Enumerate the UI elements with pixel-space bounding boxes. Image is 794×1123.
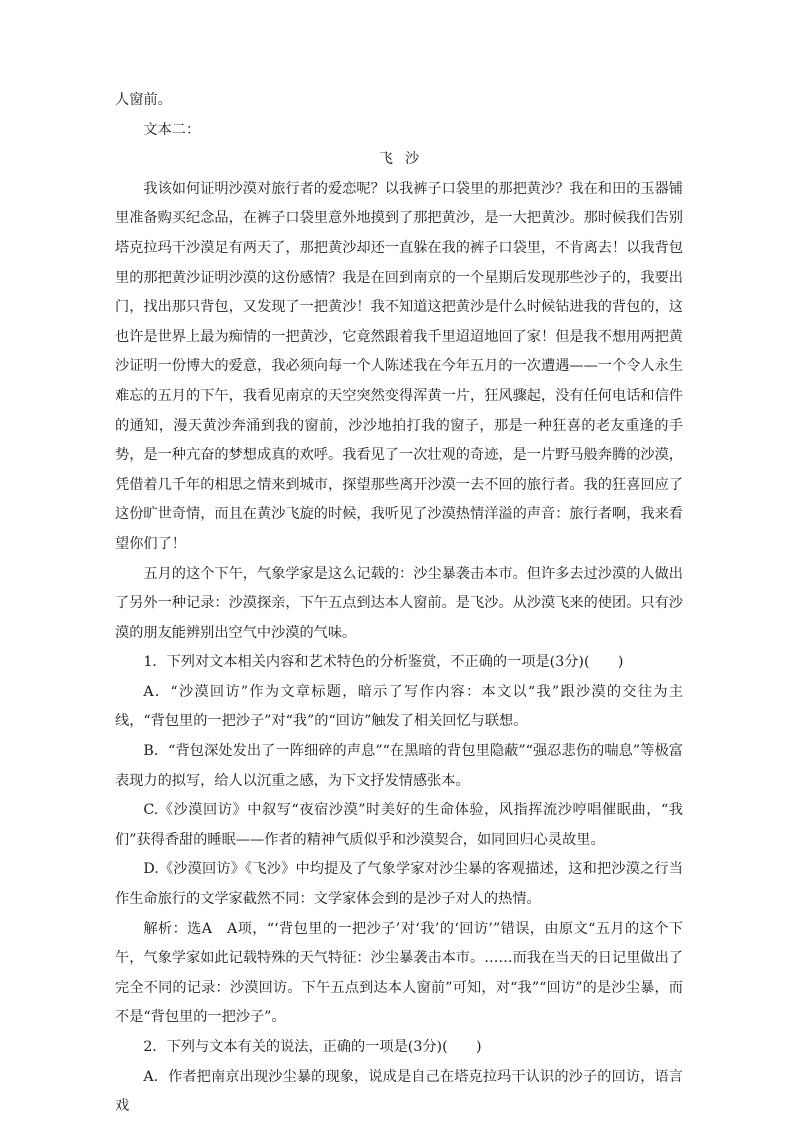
question-1-option-b: B．“背包深处发出了一阵细碎的声息”“在黑暗的背包里隐蔽”“强忍悲伤的喘息”等极富表现力的拟写，给人以沉重之感，为下文抒发情感张本。	[115, 743, 683, 789]
question-1-option-c: C.《沙漠回访》中叙写“夜宿沙漠”时美好的生命体验，风指挥流沙哼唱催眠曲，“我们”获得香甜的睡眠——作者的精神气质似乎和沙漠契合，如同回归心灵故里。	[115, 802, 683, 848]
paragraph: 我该如何证明沙漠对旅行者的爱恋呢？以我裤子口袋里的那把黄沙？我在和田的玉器铺里准备购买纪念品，在裤子口袋里意外地摸到了那把黄沙，是一大把黄沙。那时候我们告别塔克拉玛干沙漠足有两天了，那把黄沙却还一直躲在我的裤子口袋里，不肯离去！以我背包里的那把黄沙证明沙漠的这份感情？我是在回到南京的一个星期后发现那些沙子的，我要出门，找出那只背包，又发现了一把黄沙！我不知道这把黄沙是什么时候钻进我的背包的，这也许是世界上最为痴情的一把黄沙，它竟然跟着我千里迢迢地回了家！但是我不想用两把黄沙证明一份博大的爱意，我必须向每一个人陈述我在今年五月的一次遭遇——一个令人永生难忘的五月的下午，我看见南京的天空突然变得浑黄一片，狂风骤起，没有任何电话和信件的通知，漫天黄沙奔涌到我的窗前，沙沙地拍打我的窗子，那是一种狂喜的老友重逢的手势，是一种亢奋的梦想成真的欢呼。我看见了一次壮观的奇迹，是一片野马般奔腾的沙漠，凭借着几千年的相思之情来到城市，探望那些离开沙漠一去不回的旅行者。我的狂喜回应了这份旷世奇情，而且在黄沙飞旋的时候，我听见了沙漠热情洋溢的声音：旅行者啊，我来看望你们了！	[115, 180, 683, 552]
document-page	[115, 86, 683, 1122]
question-2: 2．下列与文本有关的说法，正确的一项是(3分)( )	[143, 1039, 482, 1055]
question-1: 1．下列对文本相关内容和艺术特色的分析鉴赏，不正确的一项是(3分)( )	[143, 654, 624, 671]
article-title: 飞沙	[378, 151, 432, 168]
question-1-analysis: 解析：选A A项，“‘背包里的一把沙子’对‘我’的‘回访’”错误，由原文“五月的这个下午，气象学家如此记载特殊的天气特征：沙尘暴袭击本市。……而我在当天的日记里做出了完全不同的记录：沙漠回访。下午五点到达本人窗前”可知，对“我”“回访”的是沙尘暴，而不是“背包里的一把沙子”。	[115, 920, 683, 1026]
section-label: 文本二：	[143, 121, 201, 138]
paragraph: 五月的这个下午，气象学家是这么记载的：沙尘暴袭击本市。但许多去过沙漠的人做出了另外一种记录：沙漠探亲，下午五点到达本人窗前。是飞沙。从沙漠飞来的使团。只有沙漠的朋友能辨别出空气中沙漠的气味。	[115, 565, 683, 641]
question-1-option-d: D.《沙漠回访》《飞沙》中均提及了气象学家对沙尘暴的客观描述，这和把沙漠之行当作生命旅行的文学家截然不同：文学家体会到的是沙子对人的热情。	[115, 861, 683, 908]
paragraph-continuation: 人窗前。	[115, 92, 172, 108]
question-1-option-a: A．“沙漠回访”作为文章标题，暗示了写作内容：本文以“我”跟沙漠的交往为主线，“背包里的一把沙子”对“我”的“回访”触发了相关回忆与联想。	[115, 683, 683, 730]
question-2-option-a: A．作者把南京出现沙尘暴的现象，说成是自己在塔克拉玛干认识的沙子的回访，语言戏	[115, 1068, 683, 1115]
